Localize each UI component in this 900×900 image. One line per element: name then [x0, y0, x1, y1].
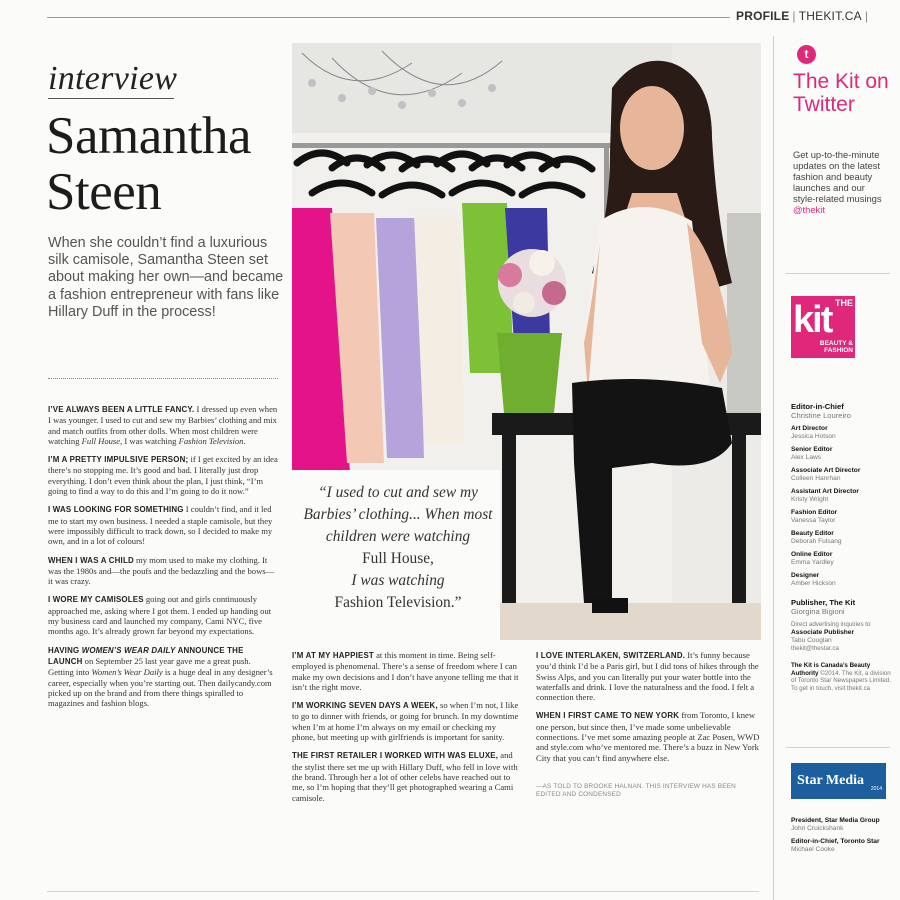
page-header	[736, 9, 871, 23]
paragraph: HAVING WOMEN’S WEAR DAILY ANNOUNCE THE LAUNCH on September 25 last year gave me a great push. Getting into Women’s Wear Daily is a huge deal in any designer’s career, especially when you’re starting out. Then dailycandy.com picked up on the brand and from there things spiralled to magazines and fashion blogs.	[48, 645, 273, 709]
advertising-contact: Direct advertising inquiries to Associate Publisher Tabu Couglan thekit@thestar.ca	[791, 621, 871, 652]
twitter-title: The Kit on Twitter	[793, 70, 889, 116]
masthead-entry: Online Editor Emma Yardley	[791, 551, 834, 566]
twitter-blurb: Get up-to-the-minute updates on the latest fashion and beauty launches and our style-related musings @thekit	[793, 149, 882, 215]
sidebar-divider	[786, 747, 890, 748]
article-headline: Samantha Steen	[46, 107, 251, 221]
masthead-entry: Beauty Editor Deborah Fulsang	[791, 530, 842, 545]
kicker-underline	[48, 98, 174, 99]
dotted-divider	[48, 378, 278, 379]
the-kit-logo: THE kit BEAUTY & FASHION	[791, 296, 855, 358]
publisher-entry: Publisher, The Kit Giorgina Bigioni	[791, 598, 856, 616]
star-media-credits	[791, 817, 891, 859]
paragraph: THE FIRST RETAILER I WORKED WITH WAS ELUXE, and the stylist there set me up with Hillary Duff, who fell in love with the brand. Through her a lot of other celebs have reached out to me, so I’m hoping that they’ll get photographed wearing a Cami camisole.	[292, 750, 518, 803]
sidebar-divider	[786, 273, 890, 274]
top-rule	[47, 17, 730, 18]
masthead-entry: Senior Editor Alex Laws	[791, 446, 833, 461]
about-note: The Kit is Canada’s Beauty Authority ©2014. The Kit, a division of Toronto Star Newspapers Limited. To get in touch, visit thekit.ca	[791, 662, 891, 692]
article-column-3	[536, 650, 761, 800]
twitter-handle: @thekit	[793, 204, 825, 215]
interview-credit: —AS TOLD TO BROOKE HALNAN. THIS INTERVIEW HAS BEEN EDITED AND CONDENSED	[536, 782, 736, 799]
article-kicker: interview	[48, 60, 178, 97]
article-column-1	[48, 404, 278, 716]
masthead-entry: Editor-in-Chief Christine Loureiro	[791, 402, 851, 420]
article-column-2	[292, 650, 520, 811]
paragraph: I WAS LOOKING FOR SOMETHING I couldn’t find, and it led me to start my own business. I needed a staple camisole, but they were impossibly difficult to track down, so I decided to make my own, and in a lot of colours!	[48, 504, 273, 547]
site-label: THEKIT.CA	[798, 9, 862, 23]
masthead-entry: Fashion Editor Vanessa Taylor	[791, 509, 838, 524]
paragraph: I’M AT MY HAPPIEST at this moment in time. Being self-employed is phenomenal. There’s a sense of freedom where I can make my own decisions and I don’t have anyone telling me that it isn’t the right move.	[292, 650, 519, 692]
paragraph: I’VE ALWAYS BEEN A LITTLE FANCY. I dressed up even when I was younger. I used to cut and sew my Barbies’ clothing and mix and match outfits from other dolls. When most children were watching Full House, I was watching Fashion Television.	[48, 404, 278, 446]
paragraph: I’M A PRETTY IMPULSIVE PERSON; if I get excited by an idea there’s no stopping me. It’s good and bad. I literally just drop everything. I don’t even think about the plan, I just think, “I’m going to find a way to do this and I’m going to do it now.”	[48, 454, 278, 497]
credit-entry: President, Star Media Group John Cruickshank	[791, 817, 880, 832]
paragraph: WHEN I WAS A CHILD my mom used to make my clothing. It was the 1980s and—the poufs and the bedazzling and the bows—it was crazy.	[48, 554, 275, 587]
paragraph: I WORE MY CAMISOLES going out and girls continuously approached me, asking where I got them. I ended up handing out my business card and launched my company, Cami NYC, five months ago. It’s already grown far beyond my expectations.	[48, 594, 272, 637]
masthead-entry: Art Director Jessica Hotson	[791, 425, 836, 440]
masthead	[791, 402, 891, 698]
section-label: PROFILE	[736, 9, 790, 23]
article-deck: When she couldn’t find a luxurious silk camisole, Samantha Steen set about making her own—and became a fashion entrepreneur with fans like Hillary Duff in the process!	[48, 235, 284, 320]
pull-quote: “I used to cut and sew my Barbies’ clothing... When most children were watching Full House, I was watching Fashion Television.”	[303, 484, 493, 611]
credit-entry: Editor-in-Chief, Toronto Star Michael Cooke	[791, 838, 880, 853]
star-media-logo: Star Media 2014	[791, 763, 886, 799]
masthead-entry: Assistant Art Director Kristy Wright	[791, 488, 859, 503]
twitter-icon: t	[797, 45, 816, 64]
paragraph: WHEN I FIRST CAME TO NEW YORK from Toronto, I knew one person, but since then, I’ve made some unbelievable connections. I’ve met some amazing people at Zac Posen, WWD and style.com who’ve mentored me. There’s a buzz in New York City that you can’t find anywhere else.	[536, 710, 760, 763]
paragraph: I LOVE INTERLAKEN, SWITZERLAND. It’s funny because you’d think I’d be a Paris girl, but I did tons of hikes through the Swiss Alps, and you can literally put your water bottle into the waterfalls and drink. I love the naturalness and the food. I felt a connection there.	[536, 650, 759, 703]
paragraph: I’M WORKING SEVEN DAYS A WEEK, so when I’m not, I like to go to dinner with friends, or going for brunch. In my downtime when I’m at home I’m always on my email or checking my phone, but meeting up with girlfriends is important for sanity.	[292, 700, 519, 743]
header-separator: |	[792, 9, 796, 23]
masthead-entry: Associate Art Director Colleen Hanrhan	[791, 467, 861, 482]
sidebar	[773, 36, 895, 900]
header-trail: |	[864, 9, 869, 23]
bottom-rule	[47, 891, 759, 892]
masthead-entry: Designer Amber Hickson	[791, 572, 836, 587]
